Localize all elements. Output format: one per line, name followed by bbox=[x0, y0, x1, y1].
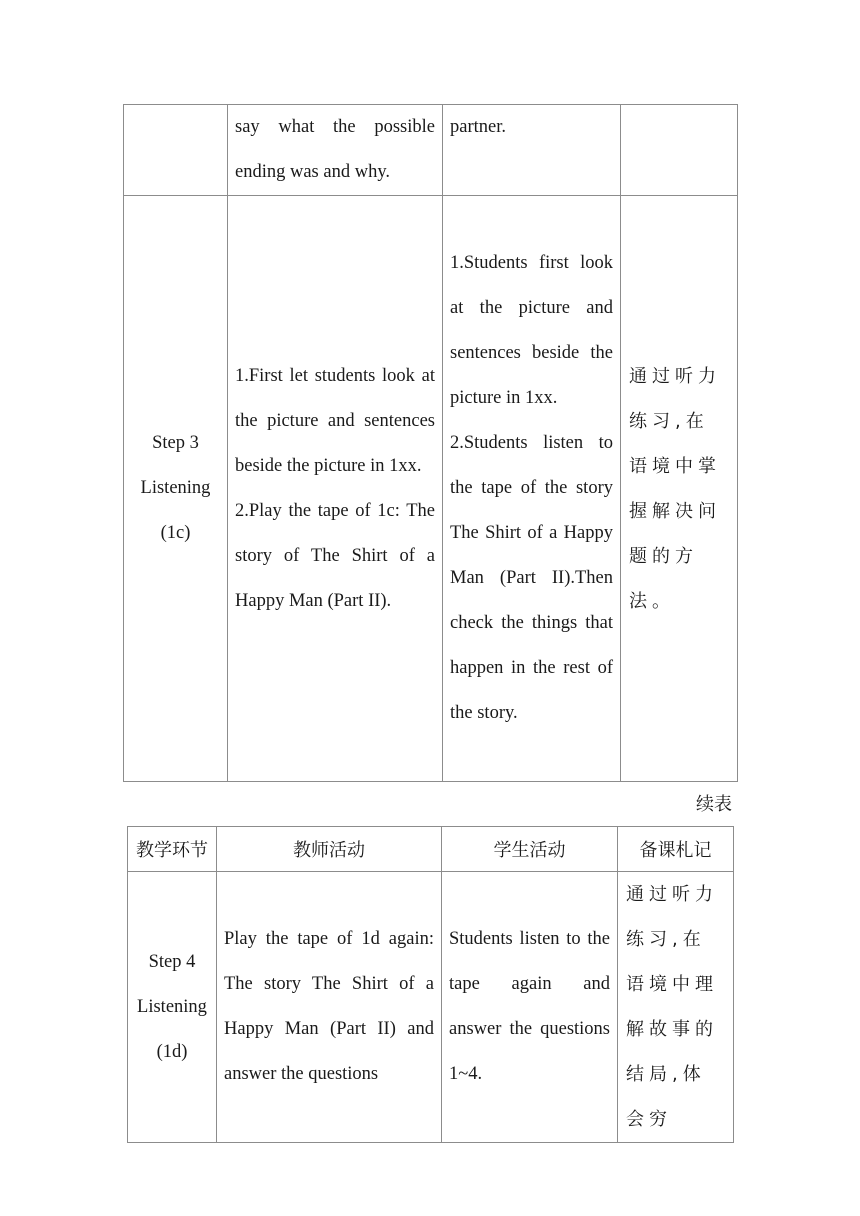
header-teacher-activity: 教师活动 bbox=[217, 827, 442, 872]
teacher-activity-cell bbox=[228, 196, 443, 782]
lesson-table bbox=[127, 826, 734, 1143]
student-activity-cell bbox=[443, 196, 621, 782]
step-section: (1c) bbox=[160, 523, 191, 543]
table-header-row bbox=[128, 827, 734, 872]
student-activity-cell: Students listen to the tape again and answer the questions 1~4. bbox=[442, 872, 618, 1143]
step-name: Step 3 bbox=[152, 433, 199, 453]
step-cell bbox=[124, 105, 228, 196]
step-name: Step 4 bbox=[148, 951, 196, 972]
step-cell bbox=[128, 872, 217, 1143]
table-row bbox=[124, 196, 738, 782]
student-activity-cell: partner. bbox=[443, 105, 621, 196]
notes-cell: 通过听力练习,在语境中掌握解决问题的方法。 bbox=[621, 196, 738, 782]
teacher-activity-cell: say what the possible ending was and why. bbox=[228, 105, 443, 196]
header-lesson-notes: 备课札记 bbox=[618, 827, 734, 872]
notes-cell: 通过听力练习,在语境中理解故事的结局,体会穷 bbox=[618, 872, 734, 1143]
notes-cell bbox=[621, 105, 738, 196]
lesson-table-continued bbox=[123, 104, 738, 782]
step-type: Listening bbox=[137, 996, 207, 1017]
teacher-activity-cell: Play the tape of 1d again: The story The Shirt of a Happy Man (Part II) and answer the questions bbox=[217, 872, 442, 1143]
student-activity-paragraph: 1.Students first look at the picture and sentences beside the picture in 1xx. bbox=[450, 253, 613, 408]
step-type: Listening bbox=[140, 478, 211, 498]
header-student-activity: 学生活动 bbox=[442, 827, 618, 872]
header-teaching-step: 教学环节 bbox=[128, 827, 217, 872]
continued-table-label: 续表 bbox=[696, 794, 732, 815]
teacher-activity-paragraph: 2.Play the tape of 1c: The story of The Shirt of a Happy Man (Part II). bbox=[235, 500, 435, 611]
student-activity-paragraph: 2.Students listen to the tape of the story The Shirt of a Happy Man (Part II).Then check the things that happen in the rest of the story. bbox=[450, 433, 613, 723]
step-cell bbox=[124, 196, 228, 782]
step-section: (1d) bbox=[156, 1041, 188, 1062]
table-row bbox=[128, 872, 734, 1143]
table-row bbox=[124, 105, 738, 196]
teacher-activity-paragraph: 1.First let students look at the picture and sentences beside the picture in 1xx. bbox=[235, 365, 435, 476]
